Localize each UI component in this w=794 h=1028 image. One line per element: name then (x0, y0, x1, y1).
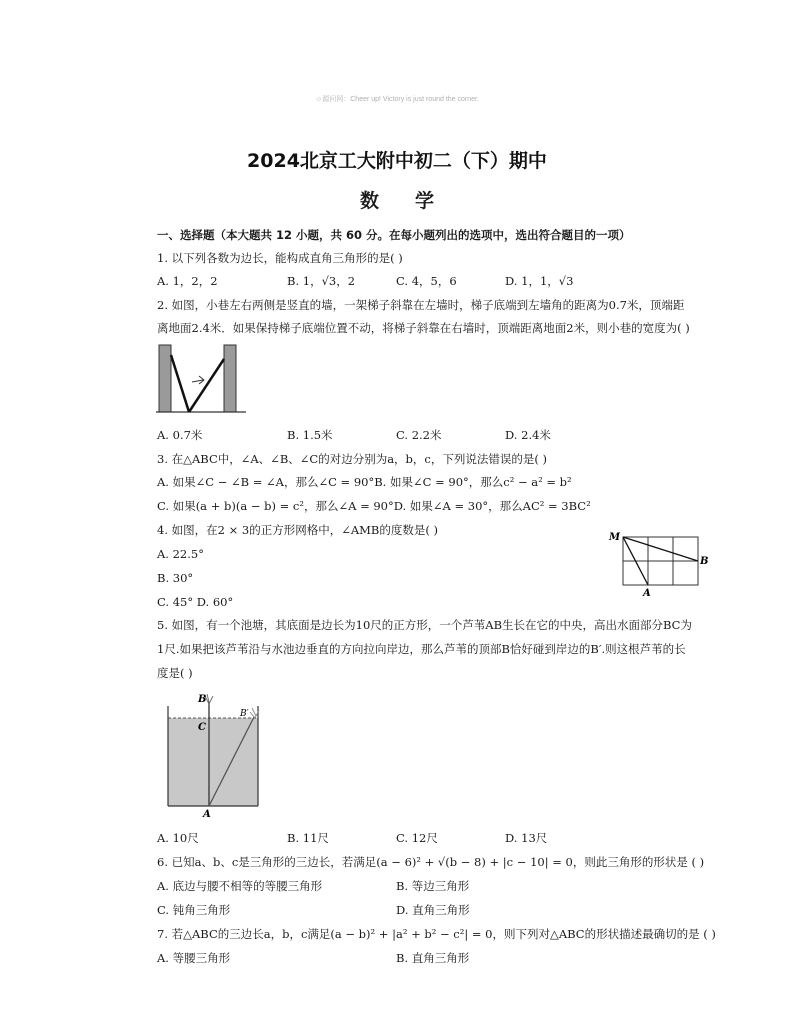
q7-stem: 7. 若△ABC的三边长a，b，c满足(a − b)² + |a² + b² − c²| = 0，则下列对△ABC的形状描述最确切的是 ( ) (157, 927, 716, 941)
q2-option-b: B. 1.5米 (287, 428, 333, 442)
q6-option-a: A. 底边与腰不相等的等腰三角形 (157, 879, 323, 893)
q6-stem: 6. 已知a、b、c是三角形的三边长，若满足(a − 6)² + √(b − 8) + |c − 10| = 0，则此三角形的形状是 ( ) (157, 855, 705, 869)
q5-option-b: B. 11尺 (287, 831, 329, 845)
subject-title: 数学 (359, 190, 470, 212)
q5-option-c: C. 12尺 (396, 831, 438, 845)
q5-option-a: A. 10尺 (157, 831, 199, 845)
q1-option-b: B. 1，√3，2 (287, 274, 356, 288)
q3-stem: 3. 在△ABC中，∠A、∠B、∠C的对边分别为a，b，c，下列说法错误的是( ) (157, 452, 547, 466)
q6-option-b: B. 等边三角形 (396, 879, 470, 893)
pond-reed-figure (160, 690, 270, 818)
grid-angle-figure (606, 528, 714, 598)
q2-option-d: D. 2.4米 (505, 428, 551, 442)
q1-option-d: D. 1，1，√3 (505, 274, 574, 288)
q1-option-c: C. 4，5，6 (396, 274, 457, 288)
q7-option-a: A. 等腰三角形 (157, 951, 231, 965)
q2-stem-line2: 离地面2.4米．如果保持梯子底端位置不动，将梯子斜靠在右墙时，顶端距离地面2米，则小巷的宽度为( ) (157, 321, 690, 335)
watermark: ☺源问网：Cheer up! Victory is just round the corner. (315, 96, 479, 103)
section-heading: 一、选择题（本大题共 12 小题，共 60 分。在每小题列出的选项中，选出符合题目的一项） (157, 228, 631, 242)
alley-ladder-figure (156, 343, 246, 415)
q2-stem-line1: 2. 如图，小巷左右两侧是竖直的墙，一架梯子斜靠在左墙时，梯子底端到左墙角的距离为0.7米，顶端距 (157, 298, 685, 312)
q1-option-a: A. 1，2，2 (157, 274, 218, 288)
q4-label-a: A (643, 588, 651, 598)
q5-option-d: D. 13尺 (505, 831, 548, 845)
q2-option-a: A. 0.7米 (157, 428, 203, 442)
q4-label-m: M (609, 532, 621, 543)
q6-option-d: D. 直角三角形 (396, 903, 470, 917)
q5-label-a: A (203, 809, 211, 818)
q4-label-b: B (700, 556, 709, 567)
q4-option-a: A. 22.5° (157, 547, 204, 561)
q4-option-b: B. 30° (157, 571, 194, 585)
q5-stem-line3: 度是( ) (157, 666, 193, 680)
q4-stem: 4. 如图，在2 × 3的正方形网格中，∠AMB的度数是( ) (157, 523, 439, 537)
q7-option-b: B. 直角三角形 (396, 951, 470, 965)
exam-title: 2024北京工大附中初二（下）期中 (247, 150, 547, 172)
q6-option-c: C. 钝角三角形 (157, 903, 231, 917)
q5-stem-line1: 5. 如图，有一个池塘，其底面是边长为10尺的正方形，一个芦苇AB生长在它的中央，高出水面部分BC为 (157, 618, 692, 632)
q5-label-b-prime: B′ (240, 709, 249, 719)
q5-label-c: C (198, 722, 206, 733)
q3-options-cd: C. 如果(a + b)(a − b) = c²，那么∠A = 90°D. 如果∠A = 30°，那么AC² = 3BC² (157, 499, 591, 513)
q4-options-cd: C. 45° D. 60° (157, 595, 234, 609)
q2-option-c: C. 2.2米 (396, 428, 442, 442)
q3-options-ab: A. 如果∠C − ∠B = ∠A，那么∠C = 90°B. 如果∠C = 90°，那么c² − a² = b² (157, 475, 572, 489)
q5-stem-line2: 1尺.如果把该芦苇沿与水池边垂直的方向拉向岸边，那么芦苇的顶部B恰好碰到岸边的B′.则这根芦苇的长 (157, 642, 686, 656)
q1-stem: 1. 以下列各数为边长，能构成直角三角形的是( ) (157, 251, 403, 265)
q5-label-b: B (198, 694, 207, 705)
